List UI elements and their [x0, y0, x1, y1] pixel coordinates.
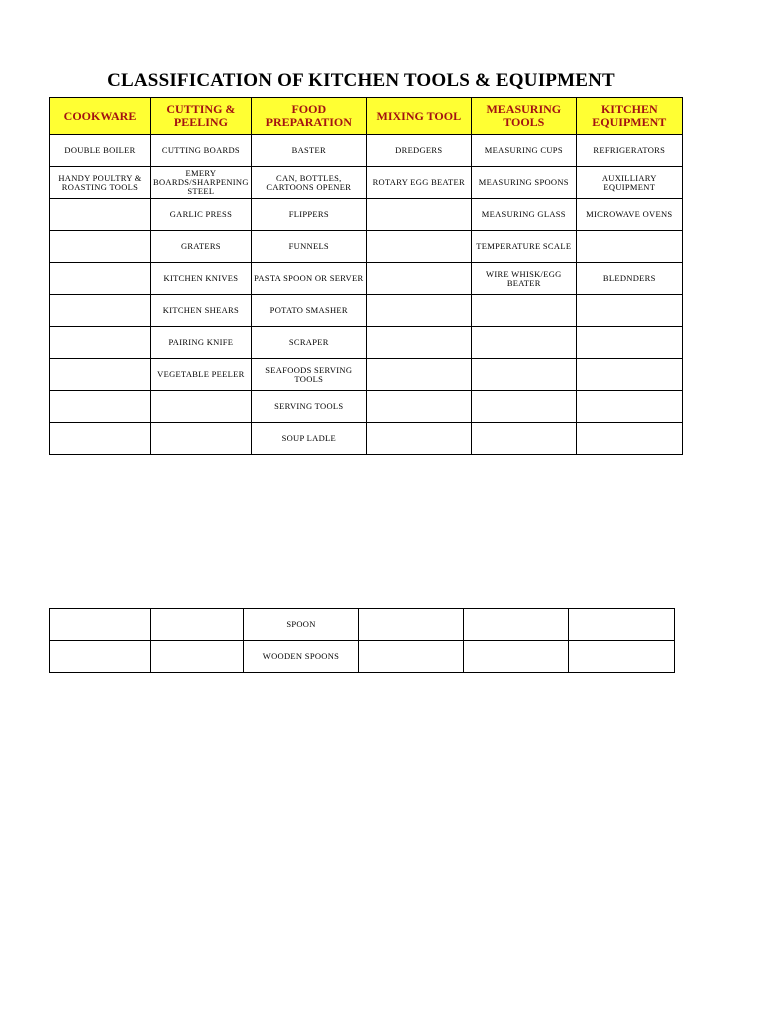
table-cell: TEMPERATURE SCALE: [471, 231, 576, 263]
table-cell: [151, 423, 252, 455]
table-cell: [50, 295, 151, 327]
classification-table-continued: [49, 608, 675, 673]
table-row: [50, 641, 675, 673]
table-cell: MICROWAVE OVENS: [576, 199, 682, 231]
table-cell: BLEDNDERS: [576, 263, 682, 295]
table-cell: FLIPPERS: [251, 199, 366, 231]
table-cell: SEAFOODS SERVING TOOLS: [251, 359, 366, 391]
classification-table: [49, 97, 683, 455]
table-cell: [151, 391, 252, 423]
table-cell: [471, 423, 576, 455]
table-row: [50, 327, 683, 359]
table-cell: [151, 641, 244, 673]
table-cell: CAN, BOTTLES, CARTOONS OPENER: [251, 167, 366, 199]
header-row: [50, 98, 683, 135]
table-cell: [50, 231, 151, 263]
table-cell: [366, 327, 471, 359]
table-cell: [151, 609, 244, 641]
header-cookware: COOKWARE: [50, 98, 151, 135]
table-cell: [576, 327, 682, 359]
table-cell: CUTTING BOARDS: [151, 135, 252, 167]
table-cell: [366, 199, 471, 231]
table-cell: [50, 327, 151, 359]
table-cell: AUXILLIARY EQUIPMENT: [576, 167, 682, 199]
table-cell: ROTARY EGG BEATER: [366, 167, 471, 199]
page-title: CLASSIFICATION OF KITCHEN TOOLS & EQUIPMENT: [107, 70, 615, 91]
table-cell: [50, 359, 151, 391]
table-cell: SPOON: [244, 609, 359, 641]
table-cell: [366, 391, 471, 423]
table-cell: [569, 641, 675, 673]
table-cell: GARLIC PRESS: [151, 199, 252, 231]
table-cell: EMERY BOARDS/SHARPENING STEEL: [151, 167, 252, 199]
table-cell: VEGETABLE PEELER: [151, 359, 252, 391]
table-cell: [366, 263, 471, 295]
header-kitchen-equipment: KITCHEN EQUIPMENT: [576, 98, 682, 135]
table-cell: [569, 609, 675, 641]
table-cell: [50, 641, 151, 673]
table-cell: [366, 423, 471, 455]
table-cell: [576, 359, 682, 391]
table-cell: [50, 199, 151, 231]
table-cell: SERVING TOOLS: [251, 391, 366, 423]
table-row: [50, 135, 683, 167]
table-cell: DREDGERS: [366, 135, 471, 167]
table-cell: [471, 359, 576, 391]
table-cell: MEASURING GLASS: [471, 199, 576, 231]
header-food-preparation: FOOD PREPARATION: [251, 98, 366, 135]
table-cell: PAIRING KNIFE: [151, 327, 252, 359]
table-cell: [464, 609, 569, 641]
table-row: [50, 263, 683, 295]
header-cutting-peeling: CUTTING & PEELING: [151, 98, 252, 135]
table-cell: KITCHEN SHEARS: [151, 295, 252, 327]
table-cell: BASTER: [251, 135, 366, 167]
table-cell: [464, 641, 569, 673]
table-cell: [359, 641, 464, 673]
table-row: [50, 167, 683, 199]
table-cell: [471, 391, 576, 423]
table-cell: SOUP LADLE: [251, 423, 366, 455]
table-cell: WIRE WHISK/EGG BEATER: [471, 263, 576, 295]
header-measuring-tools: MEASURING TOOLS: [471, 98, 576, 135]
table-cell: POTATO SMASHER: [251, 295, 366, 327]
table-cell: SCRAPER: [251, 327, 366, 359]
table-row: [50, 423, 683, 455]
table-row: [50, 391, 683, 423]
table-row: [50, 231, 683, 263]
table-cell: [366, 359, 471, 391]
table-cell: PASTA SPOON OR SERVER: [251, 263, 366, 295]
table-cell: MEASURING CUPS: [471, 135, 576, 167]
table-cell: [576, 391, 682, 423]
table-cell: [50, 391, 151, 423]
table-row: [50, 295, 683, 327]
table-cell: KITCHEN KNIVES: [151, 263, 252, 295]
table-cell: [50, 609, 151, 641]
table-cell: REFRIGERATORS: [576, 135, 682, 167]
table-cell: [50, 423, 151, 455]
table-cell: [50, 263, 151, 295]
table-cell: GRATERS: [151, 231, 252, 263]
table-cell: FUNNELS: [251, 231, 366, 263]
table-cell: [366, 295, 471, 327]
table-cell: [576, 295, 682, 327]
table-cell: [471, 295, 576, 327]
table-cell: [576, 423, 682, 455]
table-cell: [576, 231, 682, 263]
table-cell: DOUBLE BOILER: [50, 135, 151, 167]
table-cell: [366, 231, 471, 263]
table-cell: [359, 609, 464, 641]
table-cell: MEASURING SPOONS: [471, 167, 576, 199]
table-row: [50, 359, 683, 391]
table-cell: WOODEN SPOONS: [244, 641, 359, 673]
table-row: [50, 609, 675, 641]
header-mixing-tool: MIXING TOOL: [366, 98, 471, 135]
table-cell: [471, 327, 576, 359]
table-cell: HANDY POULTRY & ROASTING TOOLS: [50, 167, 151, 199]
table-row: [50, 199, 683, 231]
